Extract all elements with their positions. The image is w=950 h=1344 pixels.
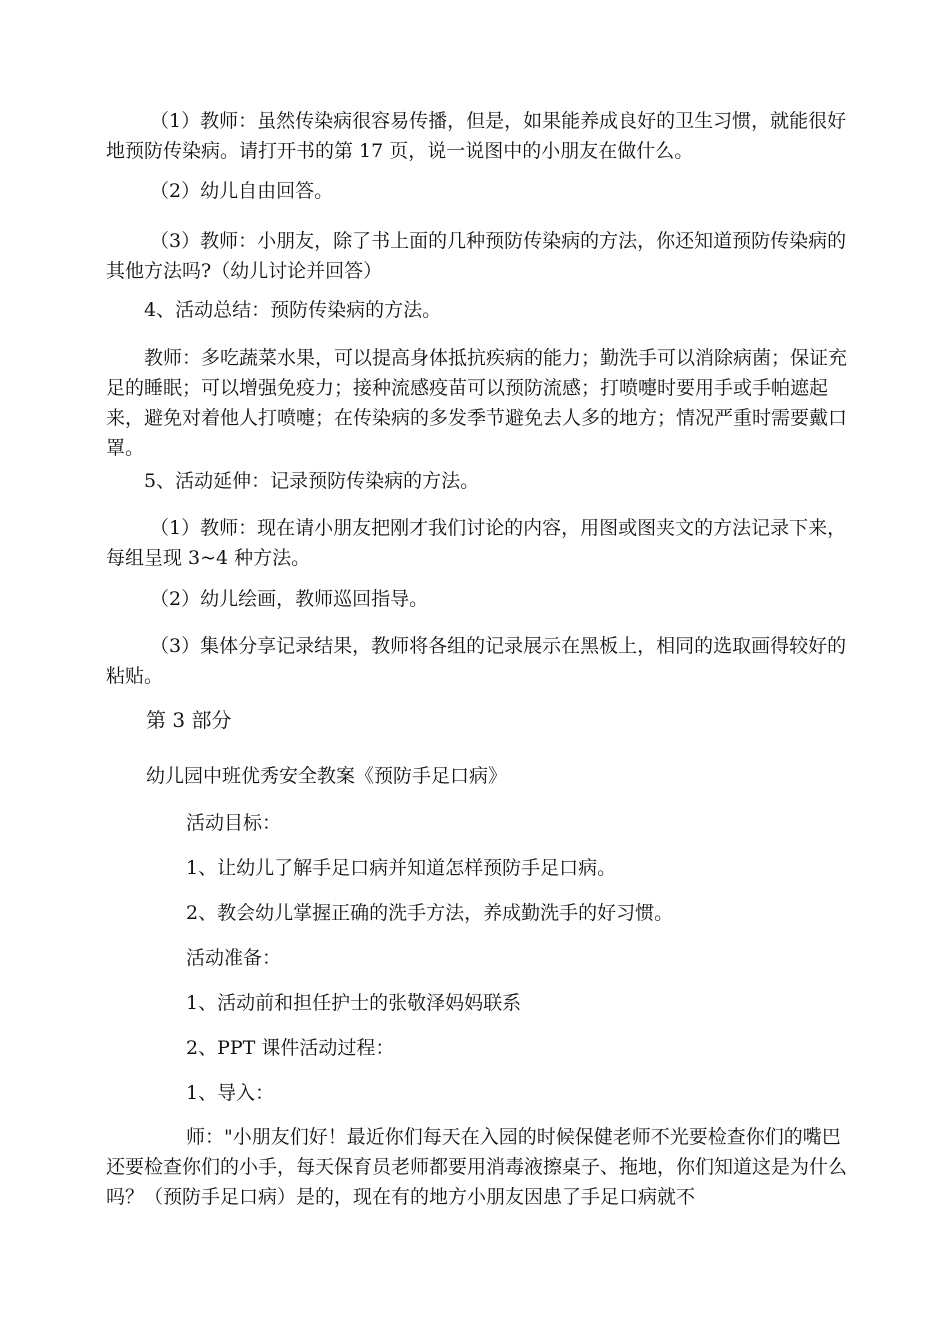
lesson-line-goal-1: 1、让幼儿了解手足口病并知道怎样预防手足口病。 — [186, 857, 617, 879]
paragraph-drawing: （2）幼儿绘画，教师巡回指导。 — [150, 588, 429, 610]
lesson-line-preparation: 活动准备： — [186, 947, 282, 969]
lesson-line-prep-1: 1、活动前和担任护士的张敬泽妈妈联系 — [186, 992, 522, 1014]
lesson-line-goals: 活动目标： — [186, 812, 282, 834]
lesson-title: 幼儿园中班优秀安全教案《预防手足口病》 — [146, 765, 508, 787]
paragraph-summary-heading: 4、活动总结：预防传染病的方法。 — [144, 299, 442, 321]
paragraph-record-methods: （1）教师：现在请小朋友把刚才我们讨论的内容，用图或图夹文的方法记录下来，每组呈现 3~4 种方法。 — [106, 517, 847, 569]
paragraph-teacher-dialogue: 师："小朋友们好！最近你们每天在入园的时候保健老师不光要检查你们的嘴巴还要检查你们的小手，每天保育员老师都要用消毒液擦桌子、拖地，你们知道这是为什么吗？（预防手足口病）是的，现在有的地方小朋友因患了手足口病就不 — [106, 1126, 848, 1208]
paragraph-teacher-intro: （1）教师：虽然传染病很容易传播，但是，如果能养成良好的卫生习惯，就能很好地预防传染病。请打开书的第 17 页，说一说图中的小朋友在做什么。 — [106, 110, 847, 162]
paragraph-sharing: （3）集体分享记录结果，教师将各组的记录展示在黑板上，相同的选取画得较好的粘贴。 — [106, 635, 847, 687]
lesson-line-goal-2: 2、教会幼儿掌握正确的洗手方法，养成勤洗手的好习惯。 — [186, 902, 674, 924]
lesson-line-prep-2: 2、PPT 课件活动过程： — [186, 1037, 395, 1059]
paragraph-other-methods: （3）教师：小朋友，除了书上面的几种预防传染病的方法，你还知道预防传染病的其他方法吗?（幼儿讨论并回答） — [106, 230, 847, 282]
lesson-line-intro: 1、导入： — [186, 1082, 275, 1104]
paragraph-free-answer: （2）幼儿自由回答。 — [150, 180, 334, 202]
paragraph-summary-content: 教师：多吃蔬菜水果，可以提高身体抵抗疾病的能力；勤洗手可以消除病菌；保证充足的睡眠；可以增强免疫力；接种流感疫苗可以预防流感；打喷嚏时要用手或手帕遮起来，避免对着他人打喷嚏；在传染病的多发季节避免去人多的地方；情况严重时需要戴口罩。 — [106, 347, 848, 459]
paragraph-extension-heading: 5、活动延伸：记录预防传染病的方法。 — [144, 470, 480, 492]
section-heading: 第 3 部分 — [146, 708, 232, 732]
